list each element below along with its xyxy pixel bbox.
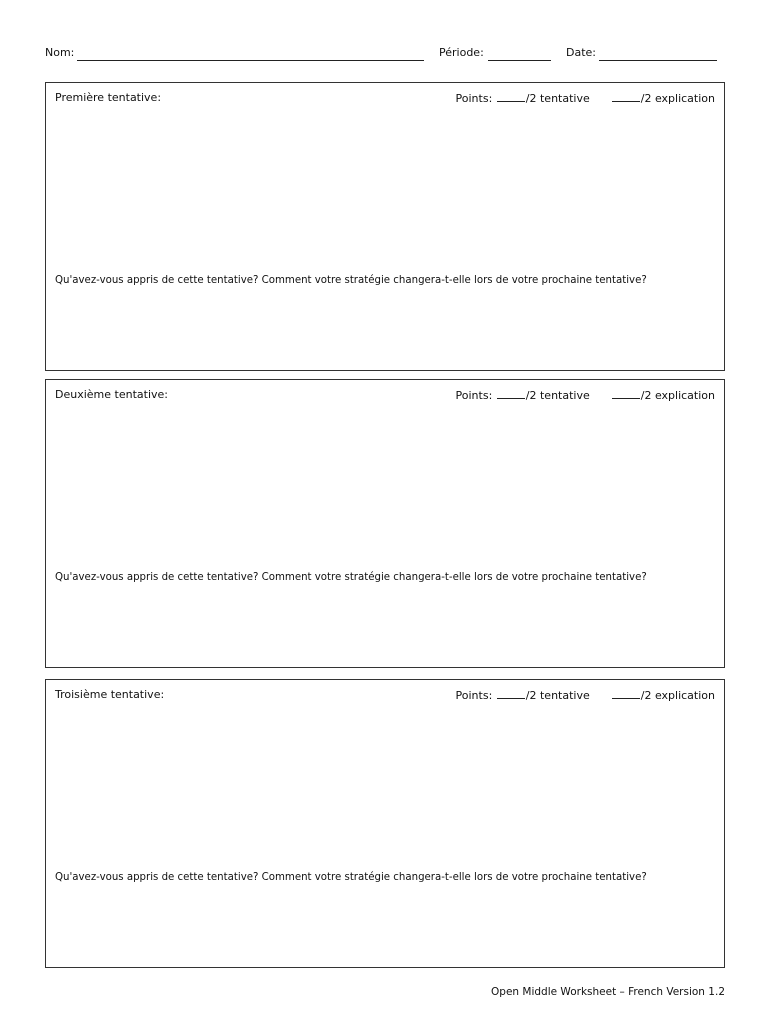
points-line bbox=[456, 688, 715, 702]
date-field[interactable] bbox=[599, 60, 717, 61]
period-label: Période: bbox=[439, 46, 484, 59]
reflection-question: Qu'avez-vous appris de cette tentative? Comment votre stratégie changera-t-elle lors de votre prochaine tentative? bbox=[55, 572, 647, 583]
attempt-score-field[interactable] bbox=[497, 688, 525, 699]
attempt-box-2[interactable] bbox=[45, 379, 725, 668]
explanation-score-label: /2 explication bbox=[640, 689, 715, 702]
name-label: Nom: bbox=[45, 46, 75, 59]
attempt-score-field[interactable] bbox=[497, 388, 525, 399]
footer-version: Open Middle Worksheet – French Version 1.2 bbox=[491, 986, 725, 998]
attempt-title: Troisième tentative: bbox=[55, 688, 165, 701]
points-label: Points: bbox=[455, 689, 493, 702]
points-line bbox=[456, 91, 715, 105]
attempt-score-field[interactable] bbox=[497, 91, 525, 102]
reflection-question: Qu'avez-vous appris de cette tentative? Comment votre stratégie changera-t-elle lors de votre prochaine tentative? bbox=[55, 872, 647, 883]
attempt-score-label: /2 tentative bbox=[525, 689, 590, 702]
attempt-box-1[interactable] bbox=[45, 82, 725, 371]
explanation-score-field[interactable] bbox=[612, 388, 640, 399]
attempt-title: Deuxième tentative: bbox=[55, 388, 168, 401]
name-field[interactable] bbox=[77, 60, 424, 61]
points-label: Points: bbox=[455, 92, 493, 105]
explanation-score-label: /2 explication bbox=[640, 389, 715, 402]
header bbox=[45, 46, 725, 66]
points-label: Points: bbox=[455, 389, 493, 402]
explanation-score-field[interactable] bbox=[612, 688, 640, 699]
attempt-title: Première tentative: bbox=[55, 91, 162, 104]
explanation-score-field[interactable] bbox=[612, 91, 640, 102]
period-field[interactable] bbox=[488, 60, 551, 61]
points-line bbox=[456, 388, 715, 402]
attempt-score-label: /2 tentative bbox=[525, 92, 590, 105]
reflection-question: Qu'avez-vous appris de cette tentative? Comment votre stratégie changera-t-elle lors de votre prochaine tentative? bbox=[55, 275, 647, 286]
explanation-score-label: /2 explication bbox=[640, 92, 715, 105]
attempt-box-3[interactable] bbox=[45, 679, 725, 968]
attempt-score-label: /2 tentative bbox=[525, 389, 590, 402]
date-label: Date: bbox=[566, 46, 596, 59]
